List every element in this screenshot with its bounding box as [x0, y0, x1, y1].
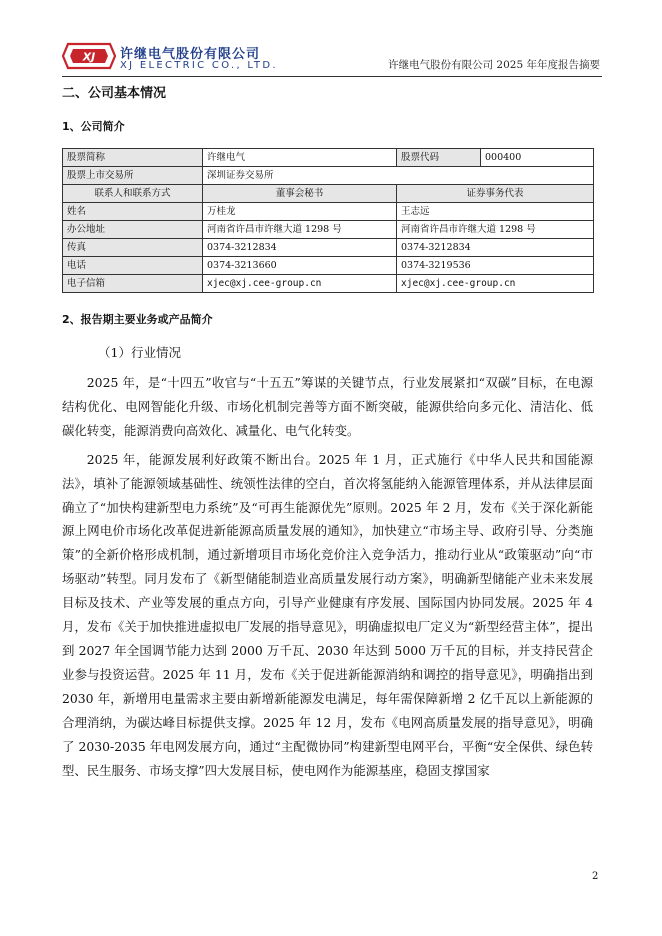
- table-row: [63, 167, 594, 185]
- logo-text: XJ: [82, 50, 96, 64]
- table-row: [63, 203, 594, 221]
- rep-address: 河南省许昌市许继大道 1298 号: [397, 221, 594, 239]
- company-name-en: XJ ELECTRIC CO., LTD.: [120, 60, 278, 71]
- name-label: 姓名: [63, 203, 203, 221]
- sub1-title: 1、公司简介: [62, 120, 125, 133]
- email-label: 电子信箱: [63, 275, 203, 293]
- rep-email: xjec@xj.cee-group.cn: [397, 275, 594, 293]
- exchange-value: 深圳证券交易所: [203, 167, 594, 185]
- company-logo-icon: [62, 40, 116, 72]
- secretary-fax: 0374-3212834: [203, 239, 397, 257]
- stock-name: 许继电气: [203, 149, 397, 167]
- table-row: [63, 149, 594, 167]
- table-row: [63, 239, 594, 257]
- table-row: [63, 185, 594, 203]
- secretary-phone: 0374-3213660: [203, 257, 397, 275]
- stock-name-label: 股票简称: [63, 149, 203, 167]
- rep-name: 王志远: [397, 203, 594, 221]
- exchange-label: 股票上市交易所: [63, 167, 203, 185]
- company-info-table: [62, 148, 594, 293]
- page-header: [62, 40, 602, 77]
- address-label: 办公地址: [63, 221, 203, 239]
- stock-code: 000400: [481, 149, 594, 167]
- fax-label: 传真: [63, 239, 203, 257]
- paragraph: 2025 年，能源发展利好政策不断出台。2025 年 1 月，正式施行《中华人民共和国能源法》，填补了能源领域基础性、统领性法律的空白，首次将氢能纳入能源管理体系，并从法律层面确立了“加快构建新型电力系统”及“可再生能源优先”原则。2025 年 2 月，发布《关于深化新能源上网电价市场化改革促进新能源高质量发展的通知》，加快建立“市场主导、政府引导、分类施策”的全新价格形成机制，通过新增项目市场化竞价注入竞争活力，推动行业从“政策驱动”向“市场驱动”转型。同月发布了《新型储能制造业高质量发展行动方案》，明确新型储能产业未来发展目标及技术、产业等发展的重点方向，引导产业健康有序发展、国际国内协同发展。2025 年 4 月，发布《关于加快推进虚拟电厂发展的指导意见》，明确虚拟电厂定义为“新型经营主体”，提出到 2027 年全国调节能力达到 2000 万千瓦、2030 年达到 5000 万千瓦的目标，并支持民营企业参与投资运营。2025 年 11 月，发布《关于促进新能源消纳和调控的指导意见》，明确指出到 2030 年，新增用电量需求主要由新增新能源发电满足，每年需保障新增 2 亿千瓦以上新能源的合理消纳，为碳达峰目标提供支撑。2025 年 12 月，发布《电网高质量发展的指导意见》，明确了 2030-2035 年电网发展方向，通过“主配微协同”构建新型电网平台，平衡“安全保供、绿色转型、民生服务、市场支撑”四大发展目标，使电网作为能源基座，稳固支撑国家: [62, 451, 593, 778]
- rep-fax: 0374-3212834: [397, 239, 594, 257]
- table-row: [63, 221, 594, 239]
- company-name-cn: 许继电气股份有限公司: [120, 47, 261, 62]
- industry-title: （1）行业情况: [98, 345, 181, 360]
- report-title: 许继电气股份有限公司 2025 年年度报告摘要: [388, 59, 600, 71]
- secretary-header: 董事会秘书: [203, 185, 397, 203]
- table-row: [63, 275, 594, 293]
- phone-label: 电话: [63, 257, 203, 275]
- page-number: 2: [592, 871, 599, 882]
- secretary-address: 河南省许昌市许继大道 1298 号: [203, 221, 397, 239]
- section-title: 二、公司基本情况: [62, 86, 167, 101]
- secretary-name: 万桂龙: [203, 203, 397, 221]
- rep-phone: 0374-3219536: [397, 257, 594, 275]
- contact-header: 联系人和联系方式: [63, 185, 203, 203]
- stock-code-label: 股票代码: [397, 149, 481, 167]
- sub2-title: 2、报告期主要业务或产品简介: [62, 313, 213, 326]
- rep-header: 证券事务代表: [397, 185, 594, 203]
- table-row: [63, 257, 594, 275]
- body-text: [62, 371, 593, 787]
- secretary-email: xjec@xj.cee-group.cn: [203, 275, 397, 293]
- paragraph: 2025 年，是“十四五”收官与“十五五”筹谋的关键节点，行业发展紧扣“双碳”目标，在电源结构优化、电网智能化升级、市场化机制完善等方面不断突破，能源供给向多元化、清洁化、低碳化转变，能源消费向高效化、减量化、电气化转变。: [62, 375, 593, 438]
